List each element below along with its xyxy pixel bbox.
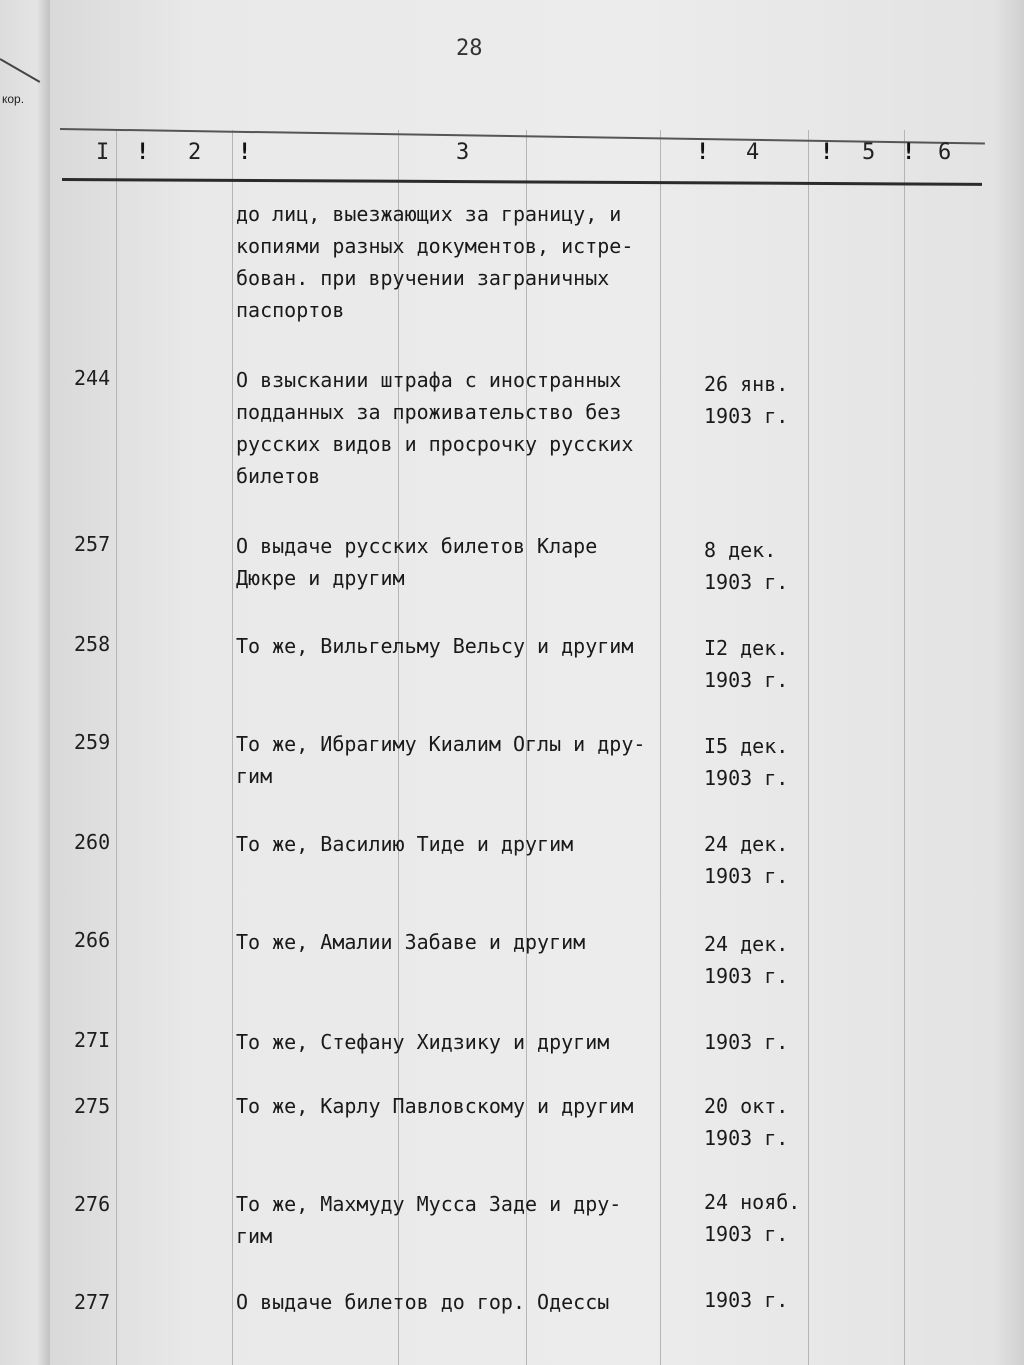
- adjacent-page-edge: [0, 0, 54, 1365]
- entry-title: То же, Ибрагиму Киалим Оглы и дру- гим: [236, 732, 646, 788]
- entry-date: 1903 г.: [704, 1288, 789, 1312]
- adjacent-page-rule: [0, 58, 40, 83]
- column-separator: !: [238, 140, 252, 165]
- column-rule: [232, 130, 233, 1365]
- column-header-6: 6: [938, 140, 952, 165]
- entry-number: 257: [74, 532, 111, 556]
- entry-number: 27I: [74, 1028, 111, 1052]
- entry-date: 8 дек. 1903 г.: [704, 538, 789, 594]
- entry-title: То же, Василию Тиде и другим: [236, 832, 574, 856]
- entry-title: О выдаче билетов до гор. Одессы: [236, 1290, 610, 1314]
- column-rule: [904, 130, 905, 1365]
- entry-number: 259: [74, 730, 111, 754]
- entry-title: То же, Карлу Павловскому и другим: [236, 1094, 634, 1118]
- entry-date: I2 дек. 1903 г.: [704, 636, 789, 692]
- column-separator: !: [820, 140, 834, 165]
- entry-date: 24 дек. 1903 г.: [704, 932, 789, 988]
- entry-date: 24 нояб. 1903 г.: [704, 1190, 801, 1246]
- entry-number: 275: [74, 1094, 111, 1118]
- page-shadow: [994, 0, 1024, 1365]
- column-header-1: I: [96, 140, 110, 165]
- entry-number: 258: [74, 632, 111, 656]
- column-header-4: 4: [746, 140, 760, 165]
- entry-title: То же, Амалии Забаве и другим: [236, 930, 586, 954]
- entry-title: О взыскании штрафа с иностранных подданных за проживательство без русских видов и просрочку русских билетов: [236, 368, 634, 488]
- entry-title: То же, Махмуду Мусса Заде и дру- гим: [236, 1192, 622, 1248]
- entry-date: 26 янв. 1903 г.: [704, 372, 789, 428]
- adjacent-page-label: кор.: [2, 92, 25, 106]
- column-header-2: 2: [188, 140, 202, 165]
- page-number: 28: [456, 36, 483, 61]
- entry-number: 276: [74, 1192, 111, 1216]
- column-separator: !: [696, 140, 710, 165]
- entry-date: I5 дек. 1903 г.: [704, 734, 789, 790]
- entry-number: 260: [74, 830, 111, 854]
- entry-date: 20 окт. 1903 г.: [704, 1094, 789, 1150]
- column-rule: [116, 130, 117, 1365]
- entry-title: до лиц, выезжающих за границу, и копиями разных документов, истре- бован. при вручении заграничных паспортов: [236, 202, 634, 322]
- entry-number: 244: [74, 366, 111, 390]
- entry-date: 24 дек. 1903 г.: [704, 832, 789, 888]
- column-header-3: 3: [456, 140, 470, 165]
- column-header-5: 5: [862, 140, 876, 165]
- entry-title: О выдаче русских билетов Кларе Дюкре и другим: [236, 534, 598, 590]
- entry-title: То же, Вильгельму Вельсу и другим: [236, 634, 634, 658]
- entry-number: 277: [74, 1290, 111, 1314]
- entry-date: 1903 г.: [704, 1030, 789, 1054]
- column-separator: !: [136, 140, 150, 165]
- column-separator: !: [902, 140, 916, 165]
- entry-number: 266: [74, 928, 111, 952]
- entry-title: То же, Стефану Хидзику и другим: [236, 1030, 610, 1054]
